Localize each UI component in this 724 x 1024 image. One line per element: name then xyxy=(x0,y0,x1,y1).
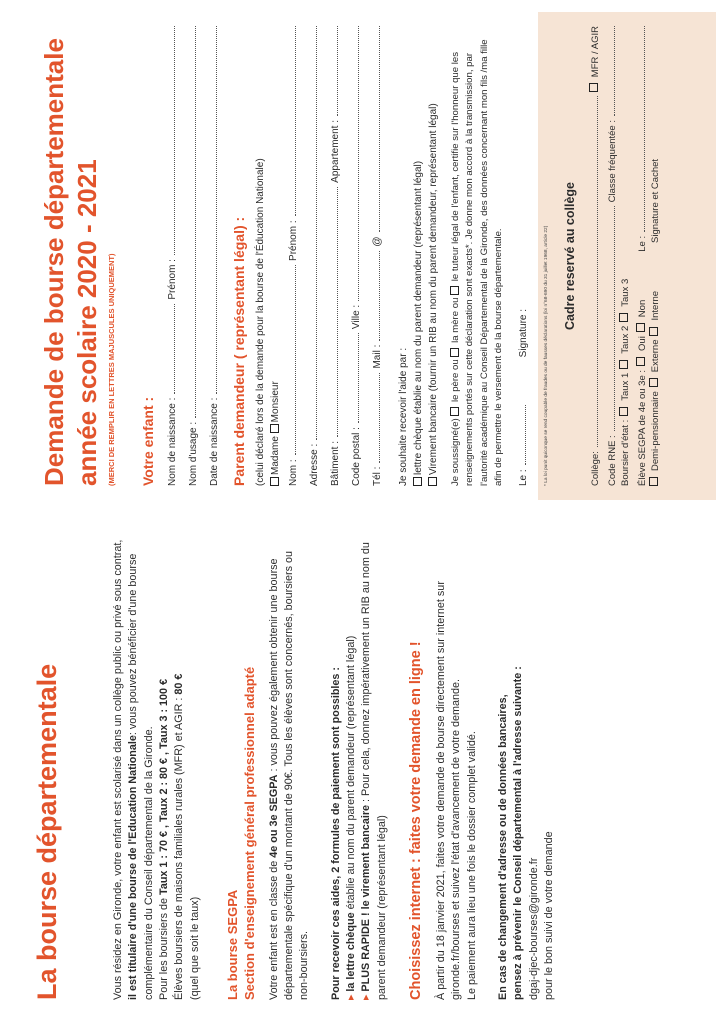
contact-block: En cas de changement d'adresse ou de données bancaires, pensez à prévenir le Conseil départemental à l'adresse suivante : dgaj-djec-bourses@gironde.fr pour le bon suivi de votre demande xyxy=(497,666,556,1000)
virement-checkbox[interactable] xyxy=(428,477,437,486)
mere-checkbox[interactable] xyxy=(450,348,459,357)
cheque-checkbox[interactable] xyxy=(413,477,422,486)
form-title: Demande de bourse départementale année scolaire 2020 - 2021 xyxy=(39,38,102,486)
monsieur-checkbox[interactable] xyxy=(270,424,279,433)
birth-date-field[interactable]: Date de naissance : xyxy=(204,26,225,486)
interne-checkbox[interactable] xyxy=(649,327,658,336)
madame-checkbox[interactable] xyxy=(270,477,279,486)
mfr-agir-checkbox[interactable] xyxy=(589,83,598,92)
rne-class-field[interactable]: Code RNE : Classe fréquentée : xyxy=(602,26,619,486)
triangle-bullet-icon: ▸ xyxy=(360,994,373,1000)
birth-name-field[interactable]: Nom de naissance : Prénom : xyxy=(162,26,183,486)
regime-choice: Demi-pensionnaire Externe Interne Signature et Cachet xyxy=(649,26,662,486)
aid-option-virement: Virement bancaire (fournir un RIB au nom du parent demandeur, représentant légal) xyxy=(426,26,441,486)
segpa-heading: La bourse SEGPA xyxy=(224,889,240,1000)
child-heading: Votre enfant : xyxy=(140,396,156,486)
segpa-choice: Élève SEGPA de 4e ou 3e : Oui Non Le : xyxy=(632,26,649,486)
civility-choice: Madame Monsieur xyxy=(268,26,283,486)
legal-footnote: * La loi punit quiconque se rend coupable de fraudes ou de fausses déclarations (loi n°68-690 du 31 juillet 1968, article 22) xyxy=(544,225,549,486)
contact-email[interactable]: dgaj-djec-bourses@gironde.fr xyxy=(527,857,540,1000)
building-field[interactable]: Bâtiment : Appartement : xyxy=(325,26,346,486)
phone-mail-field[interactable]: Tél : Mail : @ xyxy=(367,26,388,486)
parent-heading: Parent demandeur ( représentant légal) : xyxy=(231,216,247,486)
postal-code-field[interactable]: Code postal : Ville : xyxy=(346,26,367,486)
aid-intro: Je souhaite recevoir l'aide par : xyxy=(398,347,409,486)
boursier-choice: Boursier d'état : Taux 1 Taux 2 Taux 3 xyxy=(620,278,631,486)
college-field[interactable]: Collège: MFR / AGIR xyxy=(585,26,602,486)
college-reserved-box xyxy=(538,12,716,500)
payment-block: Pour recevoir ces aides, 2 formules de paiement sont possibles : ▸ la lettre chèque établie au nom du parent demandeur (représentant légal) ▸ PLUS RAPIDE ! le virement bancaire : Pour cela, donnez impérativement un RIB au nom du parent demandeur (représentant légal) xyxy=(329,542,388,1000)
oui-checkbox[interactable] xyxy=(636,357,645,366)
capitals-note: (MERCI DE REMPLIR EN LETTRES MAJUSCULES UNIQUEMENT) xyxy=(107,253,116,486)
info-title: La bourse départementale xyxy=(32,663,62,1000)
online-paragraph: À partir du 18 janvier 2021, faites votre demande de bourse directement sur internet sur gironde.fr/bourses et suivez l'état d'avancement de votre demande. Le paiement aura lieu une fois le dossier complet validé. xyxy=(435,581,478,1000)
online-heading: Choisissez internet : faites votre demande en ligne ! xyxy=(408,641,425,1000)
date-signature-line[interactable]: Le : Signature : xyxy=(513,26,534,486)
aid-option-cheque: lettre chèque établie au nom du parent demandeur (représentant légal) xyxy=(411,26,426,486)
taux3-checkbox[interactable] xyxy=(619,313,628,322)
cachet-label: Signature et Cachet xyxy=(650,158,661,243)
intro-paragraph: Vous résidez en Gironde, votre enfant est scolarisé dans un collège public ou privé sous contrat, il est titulaire d'une bourse de l'Education Nationale: vous pouvez bénéficier d'une bourse complémentaire du Conseil départemental de la Gironde. Pour les boursiers de Taux 1 : 70 € , Taux 2 : 80 € , Taux 3 : 100 € Élèves boursiers de maisons familiales rurales (MFR) et AGIR : 80 € (quel que soit le taux) xyxy=(112,539,201,1000)
segpa-paragraph: Votre enfant est en classe de 4e ou 3e SEGPA : vous pouvez également obtenir une bourse départementale spécifique d'un montant de 90€. Tous les élèves sont concernés, boursiers ou non-boursiers. xyxy=(267,550,311,1000)
cadre-heading: Cadre reservé au collège xyxy=(563,182,577,330)
triangle-bullet-icon: ▸ xyxy=(345,994,358,1000)
info-page xyxy=(0,512,724,1024)
taux1-checkbox[interactable] xyxy=(619,407,628,416)
parent-note: (celui déclaré lors de la demande pour la bourse de l'Éducation Nationale) xyxy=(255,158,266,486)
taux2-checkbox[interactable] xyxy=(619,360,628,369)
externe-checkbox[interactable] xyxy=(649,378,658,387)
pere-checkbox[interactable] xyxy=(450,407,459,416)
demi-pension-checkbox[interactable] xyxy=(649,477,658,486)
parent-name-field[interactable]: Nom : Prénom : xyxy=(283,26,304,486)
usage-name-field[interactable]: Nom d'usage : xyxy=(183,26,204,486)
non-checkbox[interactable] xyxy=(636,323,645,332)
tuteur-checkbox[interactable] xyxy=(450,286,459,295)
address-field[interactable]: Adresse : xyxy=(304,26,325,486)
segpa-subheading: Section d'enseignement général professionnel adapté xyxy=(241,666,257,1000)
declaration-paragraph: Je soussigné(e) le père ou la mère ou le tuteur légal de l'enfant, certifie sur l'honneur que les renseignements portés sur cette déclaration sont exacts*. Je donne mon accord à la transmission, par l'autorité académique au Conseil Départemental de la Gironde, des données concernant mon fils /ma fille afin de permettre le versement de la bourse départementale. xyxy=(450,39,505,486)
